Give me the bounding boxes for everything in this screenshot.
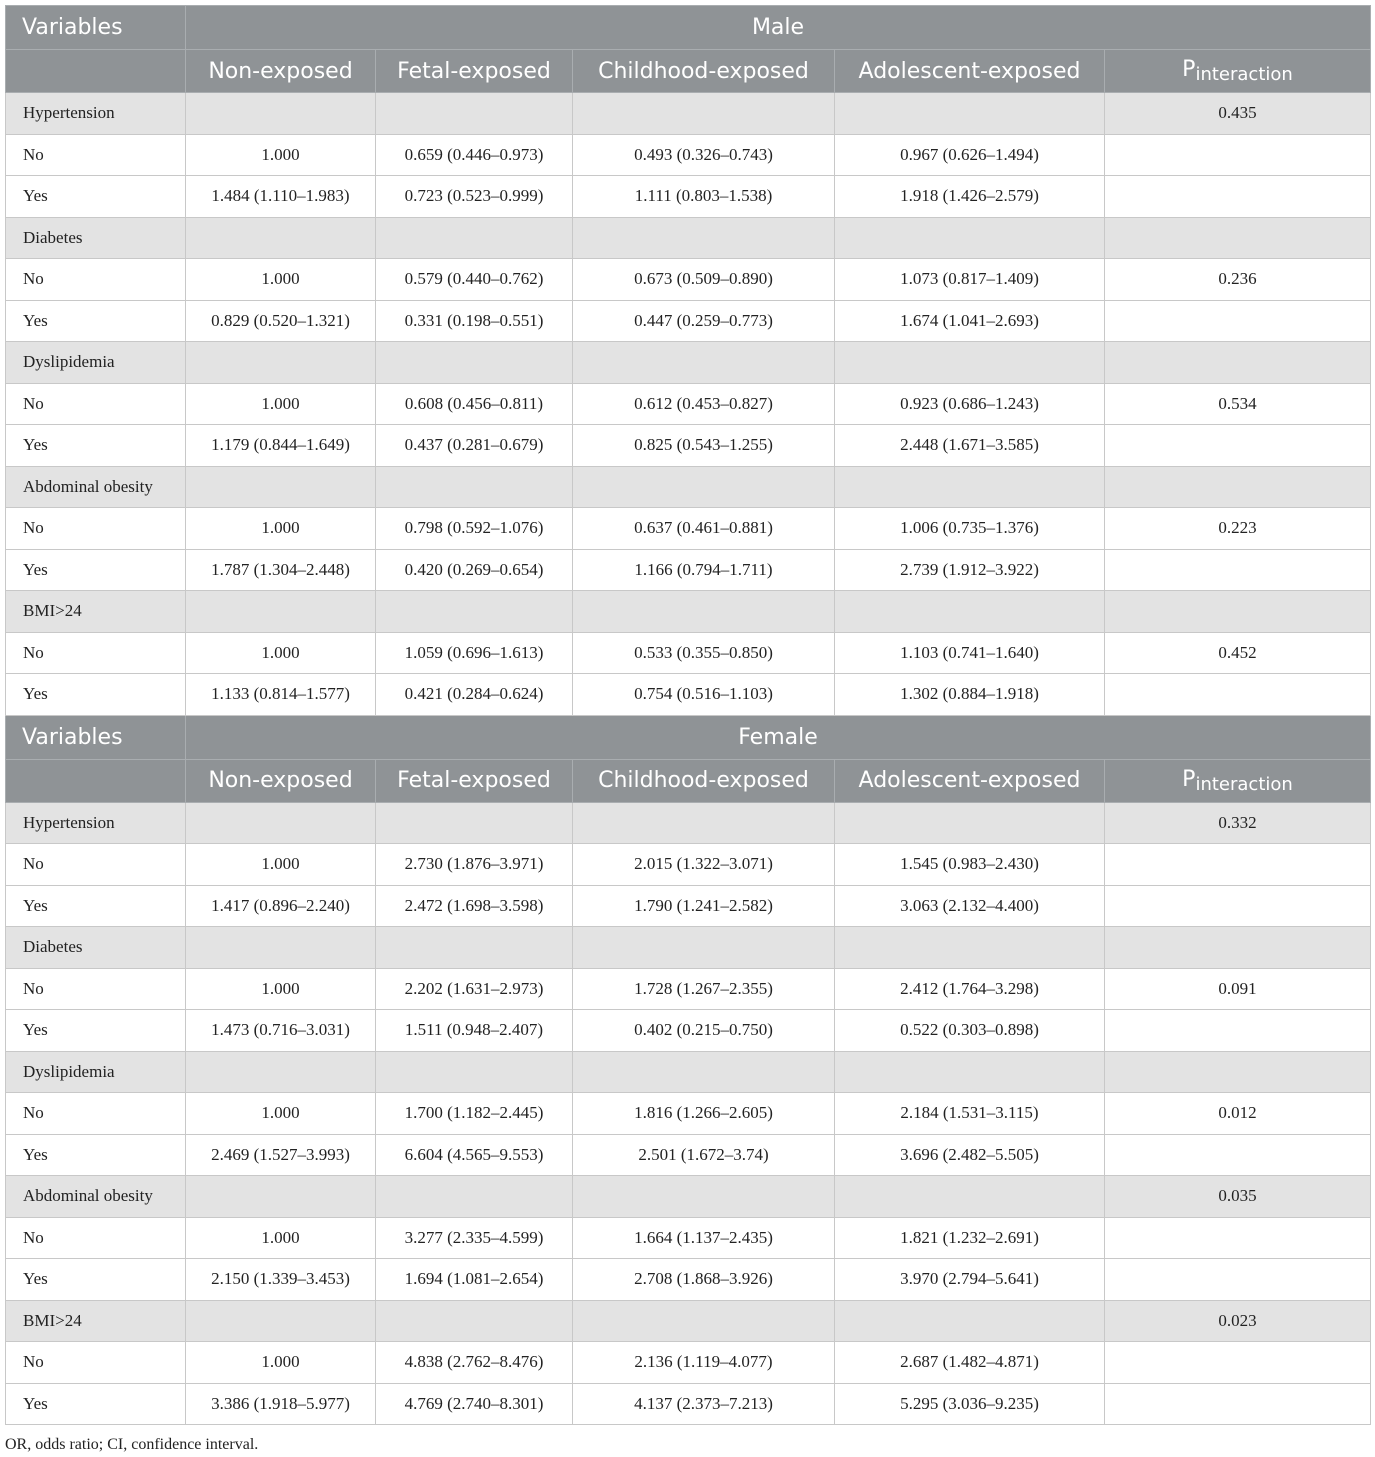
- or-value: 0.437 (0.281–0.679): [376, 425, 573, 467]
- empty-cell: [573, 1300, 835, 1342]
- column-header-row: [6, 759, 1371, 802]
- or-value: 1.111 (0.803–1.538): [573, 176, 835, 218]
- table-footnote: OR, odds ratio; CI, confidence interval.: [5, 1436, 259, 1453]
- table-row: [6, 259, 1371, 301]
- column-header: Childhood-exposed: [573, 50, 835, 93]
- p-value: [1105, 176, 1371, 218]
- p-interaction-header: [1105, 50, 1371, 93]
- table-row: [6, 1134, 1371, 1176]
- group-row: [6, 591, 1371, 633]
- or-value: 1.006 (0.735–1.376): [835, 508, 1105, 550]
- p-value: [1105, 1342, 1371, 1384]
- group-label: Abdominal obesity: [6, 466, 186, 508]
- p-value: [1105, 927, 1371, 969]
- p-value: [1105, 591, 1371, 633]
- group-label: Diabetes: [6, 927, 186, 969]
- or-value: 3.970 (2.794–5.641): [835, 1259, 1105, 1301]
- or-value: 2.202 (1.631–2.973): [376, 968, 573, 1010]
- table-row: [6, 134, 1371, 176]
- p-value: 0.091: [1105, 968, 1371, 1010]
- or-value: 1.821 (1.232–2.691): [835, 1217, 1105, 1259]
- or-value: 0.533 (0.355–0.850): [573, 632, 835, 674]
- or-value: 2.739 (1.912–3.922): [835, 549, 1105, 591]
- or-value: 0.420 (0.269–0.654): [376, 549, 573, 591]
- or-value: 1.816 (1.266–2.605): [573, 1093, 835, 1135]
- table-row: [6, 1259, 1371, 1301]
- or-value: 0.421 (0.284–0.624): [376, 674, 573, 716]
- or-value: 0.967 (0.626–1.494): [835, 134, 1105, 176]
- p-value: [1105, 549, 1371, 591]
- or-value: 3.277 (2.335–4.599): [376, 1217, 573, 1259]
- row-label: No: [6, 1342, 186, 1384]
- or-value: 0.825 (0.543–1.255): [573, 425, 835, 467]
- empty-cell: [573, 217, 835, 259]
- or-value: 1.473 (0.716–3.031): [186, 1010, 376, 1052]
- empty-cell: [186, 927, 376, 969]
- empty-cell: [835, 591, 1105, 633]
- column-header: Adolescent-exposed: [835, 759, 1105, 802]
- table-row: [6, 844, 1371, 886]
- group-label: Hypertension: [6, 93, 186, 135]
- empty-cell: [186, 217, 376, 259]
- or-value: 1.073 (0.817–1.409): [835, 259, 1105, 301]
- p-value: [1105, 1217, 1371, 1259]
- row-label: No: [6, 1093, 186, 1135]
- or-value: 2.730 (1.876–3.971): [376, 844, 573, 886]
- or-value: 1.103 (0.741–1.640): [835, 632, 1105, 674]
- p-value: [1105, 1383, 1371, 1425]
- or-value: 1.787 (1.304–2.448): [186, 549, 376, 591]
- p-label: P: [1182, 766, 1196, 792]
- p-value: [1105, 885, 1371, 927]
- table-row: [6, 425, 1371, 467]
- group-row: [6, 93, 1371, 135]
- or-value: 1.790 (1.241–2.582): [573, 885, 835, 927]
- or-value: 2.412 (1.764–3.298): [835, 968, 1105, 1010]
- p-value: [1105, 342, 1371, 384]
- empty-cell: [835, 342, 1105, 384]
- empty-cell: [376, 927, 573, 969]
- results-table: [5, 5, 1371, 1425]
- empty-cell: [186, 342, 376, 384]
- table-row: [6, 1383, 1371, 1425]
- empty-cell: [573, 1051, 835, 1093]
- or-value: 6.604 (4.565–9.553): [376, 1134, 573, 1176]
- or-value: 2.136 (1.119–4.077): [573, 1342, 835, 1384]
- or-value: 1.700 (1.182–2.445): [376, 1093, 573, 1135]
- row-label: Yes: [6, 1383, 186, 1425]
- column-header: Adolescent-exposed: [835, 50, 1105, 93]
- empty-cell: [186, 1051, 376, 1093]
- or-value: 1.133 (0.814–1.577): [186, 674, 376, 716]
- table-row: [6, 1342, 1371, 1384]
- or-value: 1.545 (0.983–2.430): [835, 844, 1105, 886]
- column-header: Non-exposed: [186, 759, 376, 802]
- row-label: Yes: [6, 674, 186, 716]
- or-value: 5.295 (3.036–9.235): [835, 1383, 1105, 1425]
- or-value: 2.469 (1.527–3.993): [186, 1134, 376, 1176]
- group-label: Hypertension: [6, 802, 186, 844]
- or-value: 2.708 (1.868–3.926): [573, 1259, 835, 1301]
- or-value: 1.674 (1.041–2.693): [835, 300, 1105, 342]
- group-row: [6, 802, 1371, 844]
- or-value: 0.579 (0.440–0.762): [376, 259, 573, 301]
- empty-cell: [186, 93, 376, 135]
- or-value: 1.179 (0.844–1.649): [186, 425, 376, 467]
- or-value: 1.000: [186, 968, 376, 1010]
- or-value: 1.000: [186, 508, 376, 550]
- or-value: 1.000: [186, 1342, 376, 1384]
- or-value: 1.000: [186, 134, 376, 176]
- empty-cell: [376, 342, 573, 384]
- or-value: 0.331 (0.198–0.551): [376, 300, 573, 342]
- sex-header: Female: [186, 715, 1371, 759]
- row-label: No: [6, 844, 186, 886]
- or-value: 1.000: [186, 383, 376, 425]
- empty-cell: [376, 1176, 573, 1218]
- group-row: [6, 1300, 1371, 1342]
- row-label: No: [6, 632, 186, 674]
- empty-cell: [573, 466, 835, 508]
- empty-cell: [573, 93, 835, 135]
- empty-cell: [376, 466, 573, 508]
- or-value: 0.447 (0.259–0.773): [573, 300, 835, 342]
- or-value: 1.000: [186, 632, 376, 674]
- p-value: [1105, 134, 1371, 176]
- empty-cell: [835, 466, 1105, 508]
- empty-cell: [835, 802, 1105, 844]
- empty-cell: [376, 1051, 573, 1093]
- or-value: 1.000: [186, 844, 376, 886]
- empty-cell: [186, 1176, 376, 1218]
- column-header-row: [6, 50, 1371, 93]
- empty-cell: [376, 591, 573, 633]
- p-value: 0.534: [1105, 383, 1371, 425]
- or-value: 3.063 (2.132–4.400): [835, 885, 1105, 927]
- row-label: Yes: [6, 549, 186, 591]
- or-value: 0.522 (0.303–0.898): [835, 1010, 1105, 1052]
- p-value: [1105, 1010, 1371, 1052]
- column-header: Fetal-exposed: [376, 759, 573, 802]
- p-value: 0.035: [1105, 1176, 1371, 1218]
- or-value: 1.000: [186, 1093, 376, 1135]
- column-header: Fetal-exposed: [376, 50, 573, 93]
- or-value: 0.402 (0.215–0.750): [573, 1010, 835, 1052]
- empty-cell: [835, 1051, 1105, 1093]
- section-header-row: [6, 6, 1371, 50]
- group-label: Diabetes: [6, 217, 186, 259]
- empty-cell: [835, 927, 1105, 969]
- or-value: 2.687 (1.482–4.871): [835, 1342, 1105, 1384]
- or-value: 2.184 (1.531–3.115): [835, 1093, 1105, 1135]
- or-value: 1.511 (0.948–2.407): [376, 1010, 573, 1052]
- p-value: 0.332: [1105, 802, 1371, 844]
- empty-cell: [573, 591, 835, 633]
- row-label: Yes: [6, 885, 186, 927]
- p-label: P: [1182, 57, 1196, 82]
- p-value: [1105, 300, 1371, 342]
- p-value: 0.452: [1105, 632, 1371, 674]
- group-label: Dyslipidemia: [6, 342, 186, 384]
- row-label: No: [6, 1217, 186, 1259]
- empty-cell: [376, 217, 573, 259]
- or-value: 2.472 (1.698–3.598): [376, 885, 573, 927]
- table-row: [6, 508, 1371, 550]
- or-value: 4.838 (2.762–8.476): [376, 1342, 573, 1384]
- table-row: [6, 549, 1371, 591]
- group-row: [6, 1051, 1371, 1093]
- p-value: [1105, 1134, 1371, 1176]
- or-value: 0.673 (0.509–0.890): [573, 259, 835, 301]
- row-label: No: [6, 383, 186, 425]
- or-value: 0.798 (0.592–1.076): [376, 508, 573, 550]
- group-label: BMI>24: [6, 1300, 186, 1342]
- row-label: Yes: [6, 300, 186, 342]
- group-row: [6, 927, 1371, 969]
- table-row: [6, 1217, 1371, 1259]
- row-label: Yes: [6, 1134, 186, 1176]
- table-row: [6, 1093, 1371, 1135]
- or-value: 0.608 (0.456–0.811): [376, 383, 573, 425]
- or-value: 1.664 (1.137–2.435): [573, 1217, 835, 1259]
- empty-cell: [186, 1300, 376, 1342]
- or-value: 1.417 (0.896–2.240): [186, 885, 376, 927]
- or-value: 0.612 (0.453–0.827): [573, 383, 835, 425]
- or-value: 1.000: [186, 259, 376, 301]
- or-value: 0.754 (0.516–1.103): [573, 674, 835, 716]
- p-value: [1105, 466, 1371, 508]
- group-label: Abdominal obesity: [6, 1176, 186, 1218]
- or-value: 4.769 (2.740–8.301): [376, 1383, 573, 1425]
- p-value: [1105, 1051, 1371, 1093]
- p-value: [1105, 674, 1371, 716]
- variables-header: Variables: [6, 6, 186, 50]
- section-header-row: [6, 715, 1371, 759]
- empty-cell: [376, 93, 573, 135]
- table-row: [6, 176, 1371, 218]
- p-value: 0.435: [1105, 93, 1371, 135]
- or-value: 1.166 (0.794–1.711): [573, 549, 835, 591]
- empty-header-cell: [6, 759, 186, 802]
- variables-header: Variables: [6, 715, 186, 759]
- table-container: [5, 5, 1370, 1425]
- group-label: BMI>24: [6, 591, 186, 633]
- table-row: [6, 885, 1371, 927]
- or-value: 1.484 (1.110–1.983): [186, 176, 376, 218]
- p-subscript: interaction: [1195, 64, 1293, 85]
- p-value: [1105, 844, 1371, 886]
- column-header: Childhood-exposed: [573, 759, 835, 802]
- or-value: 1.000: [186, 1217, 376, 1259]
- empty-cell: [835, 1176, 1105, 1218]
- or-value: 1.728 (1.267–2.355): [573, 968, 835, 1010]
- or-value: 1.059 (0.696–1.613): [376, 632, 573, 674]
- or-value: 0.829 (0.520–1.321): [186, 300, 376, 342]
- table-body: [6, 6, 1371, 1425]
- or-value: 2.015 (1.322–3.071): [573, 844, 835, 886]
- group-row: [6, 1176, 1371, 1218]
- table-row: [6, 1010, 1371, 1052]
- row-label: Yes: [6, 1010, 186, 1052]
- p-value: 0.023: [1105, 1300, 1371, 1342]
- p-subscript: interaction: [1195, 773, 1293, 795]
- or-value: 1.694 (1.081–2.654): [376, 1259, 573, 1301]
- empty-cell: [573, 802, 835, 844]
- or-value: 2.150 (1.339–3.453): [186, 1259, 376, 1301]
- sex-header: Male: [186, 6, 1371, 50]
- or-value: 3.696 (2.482–5.505): [835, 1134, 1105, 1176]
- table-row: [6, 632, 1371, 674]
- empty-cell: [835, 93, 1105, 135]
- row-label: No: [6, 134, 186, 176]
- or-value: 0.659 (0.446–0.973): [376, 134, 573, 176]
- empty-cell: [835, 1300, 1105, 1342]
- or-value: 2.501 (1.672–3.74): [573, 1134, 835, 1176]
- empty-cell: [186, 466, 376, 508]
- table-row: [6, 383, 1371, 425]
- row-label: Yes: [6, 1259, 186, 1301]
- column-header: Non-exposed: [186, 50, 376, 93]
- table-row: [6, 674, 1371, 716]
- p-value: [1105, 1259, 1371, 1301]
- group-row: [6, 342, 1371, 384]
- empty-cell: [186, 802, 376, 844]
- row-label: No: [6, 259, 186, 301]
- or-value: 1.918 (1.426–2.579): [835, 176, 1105, 218]
- or-value: 0.637 (0.461–0.881): [573, 508, 835, 550]
- empty-cell: [376, 802, 573, 844]
- row-label: Yes: [6, 425, 186, 467]
- group-row: [6, 466, 1371, 508]
- empty-header-cell: [6, 50, 186, 93]
- empty-cell: [376, 1300, 573, 1342]
- table-row: [6, 968, 1371, 1010]
- or-value: 1.302 (0.884–1.918): [835, 674, 1105, 716]
- or-value: 4.137 (2.373–7.213): [573, 1383, 835, 1425]
- or-value: 0.723 (0.523–0.999): [376, 176, 573, 218]
- p-value: 0.236: [1105, 259, 1371, 301]
- row-label: Yes: [6, 176, 186, 218]
- p-value: [1105, 217, 1371, 259]
- empty-cell: [835, 217, 1105, 259]
- p-interaction-header: [1105, 759, 1371, 802]
- empty-cell: [573, 342, 835, 384]
- p-value: [1105, 425, 1371, 467]
- row-label: No: [6, 508, 186, 550]
- group-row: [6, 217, 1371, 259]
- empty-cell: [573, 927, 835, 969]
- p-value: 0.012: [1105, 1093, 1371, 1135]
- empty-cell: [186, 591, 376, 633]
- or-value: 2.448 (1.671–3.585): [835, 425, 1105, 467]
- or-value: 0.493 (0.326–0.743): [573, 134, 835, 176]
- group-label: Dyslipidemia: [6, 1051, 186, 1093]
- or-value: 3.386 (1.918–5.977): [186, 1383, 376, 1425]
- empty-cell: [573, 1176, 835, 1218]
- p-value: 0.223: [1105, 508, 1371, 550]
- or-value: 0.923 (0.686–1.243): [835, 383, 1105, 425]
- row-label: No: [6, 968, 186, 1010]
- table-row: [6, 300, 1371, 342]
